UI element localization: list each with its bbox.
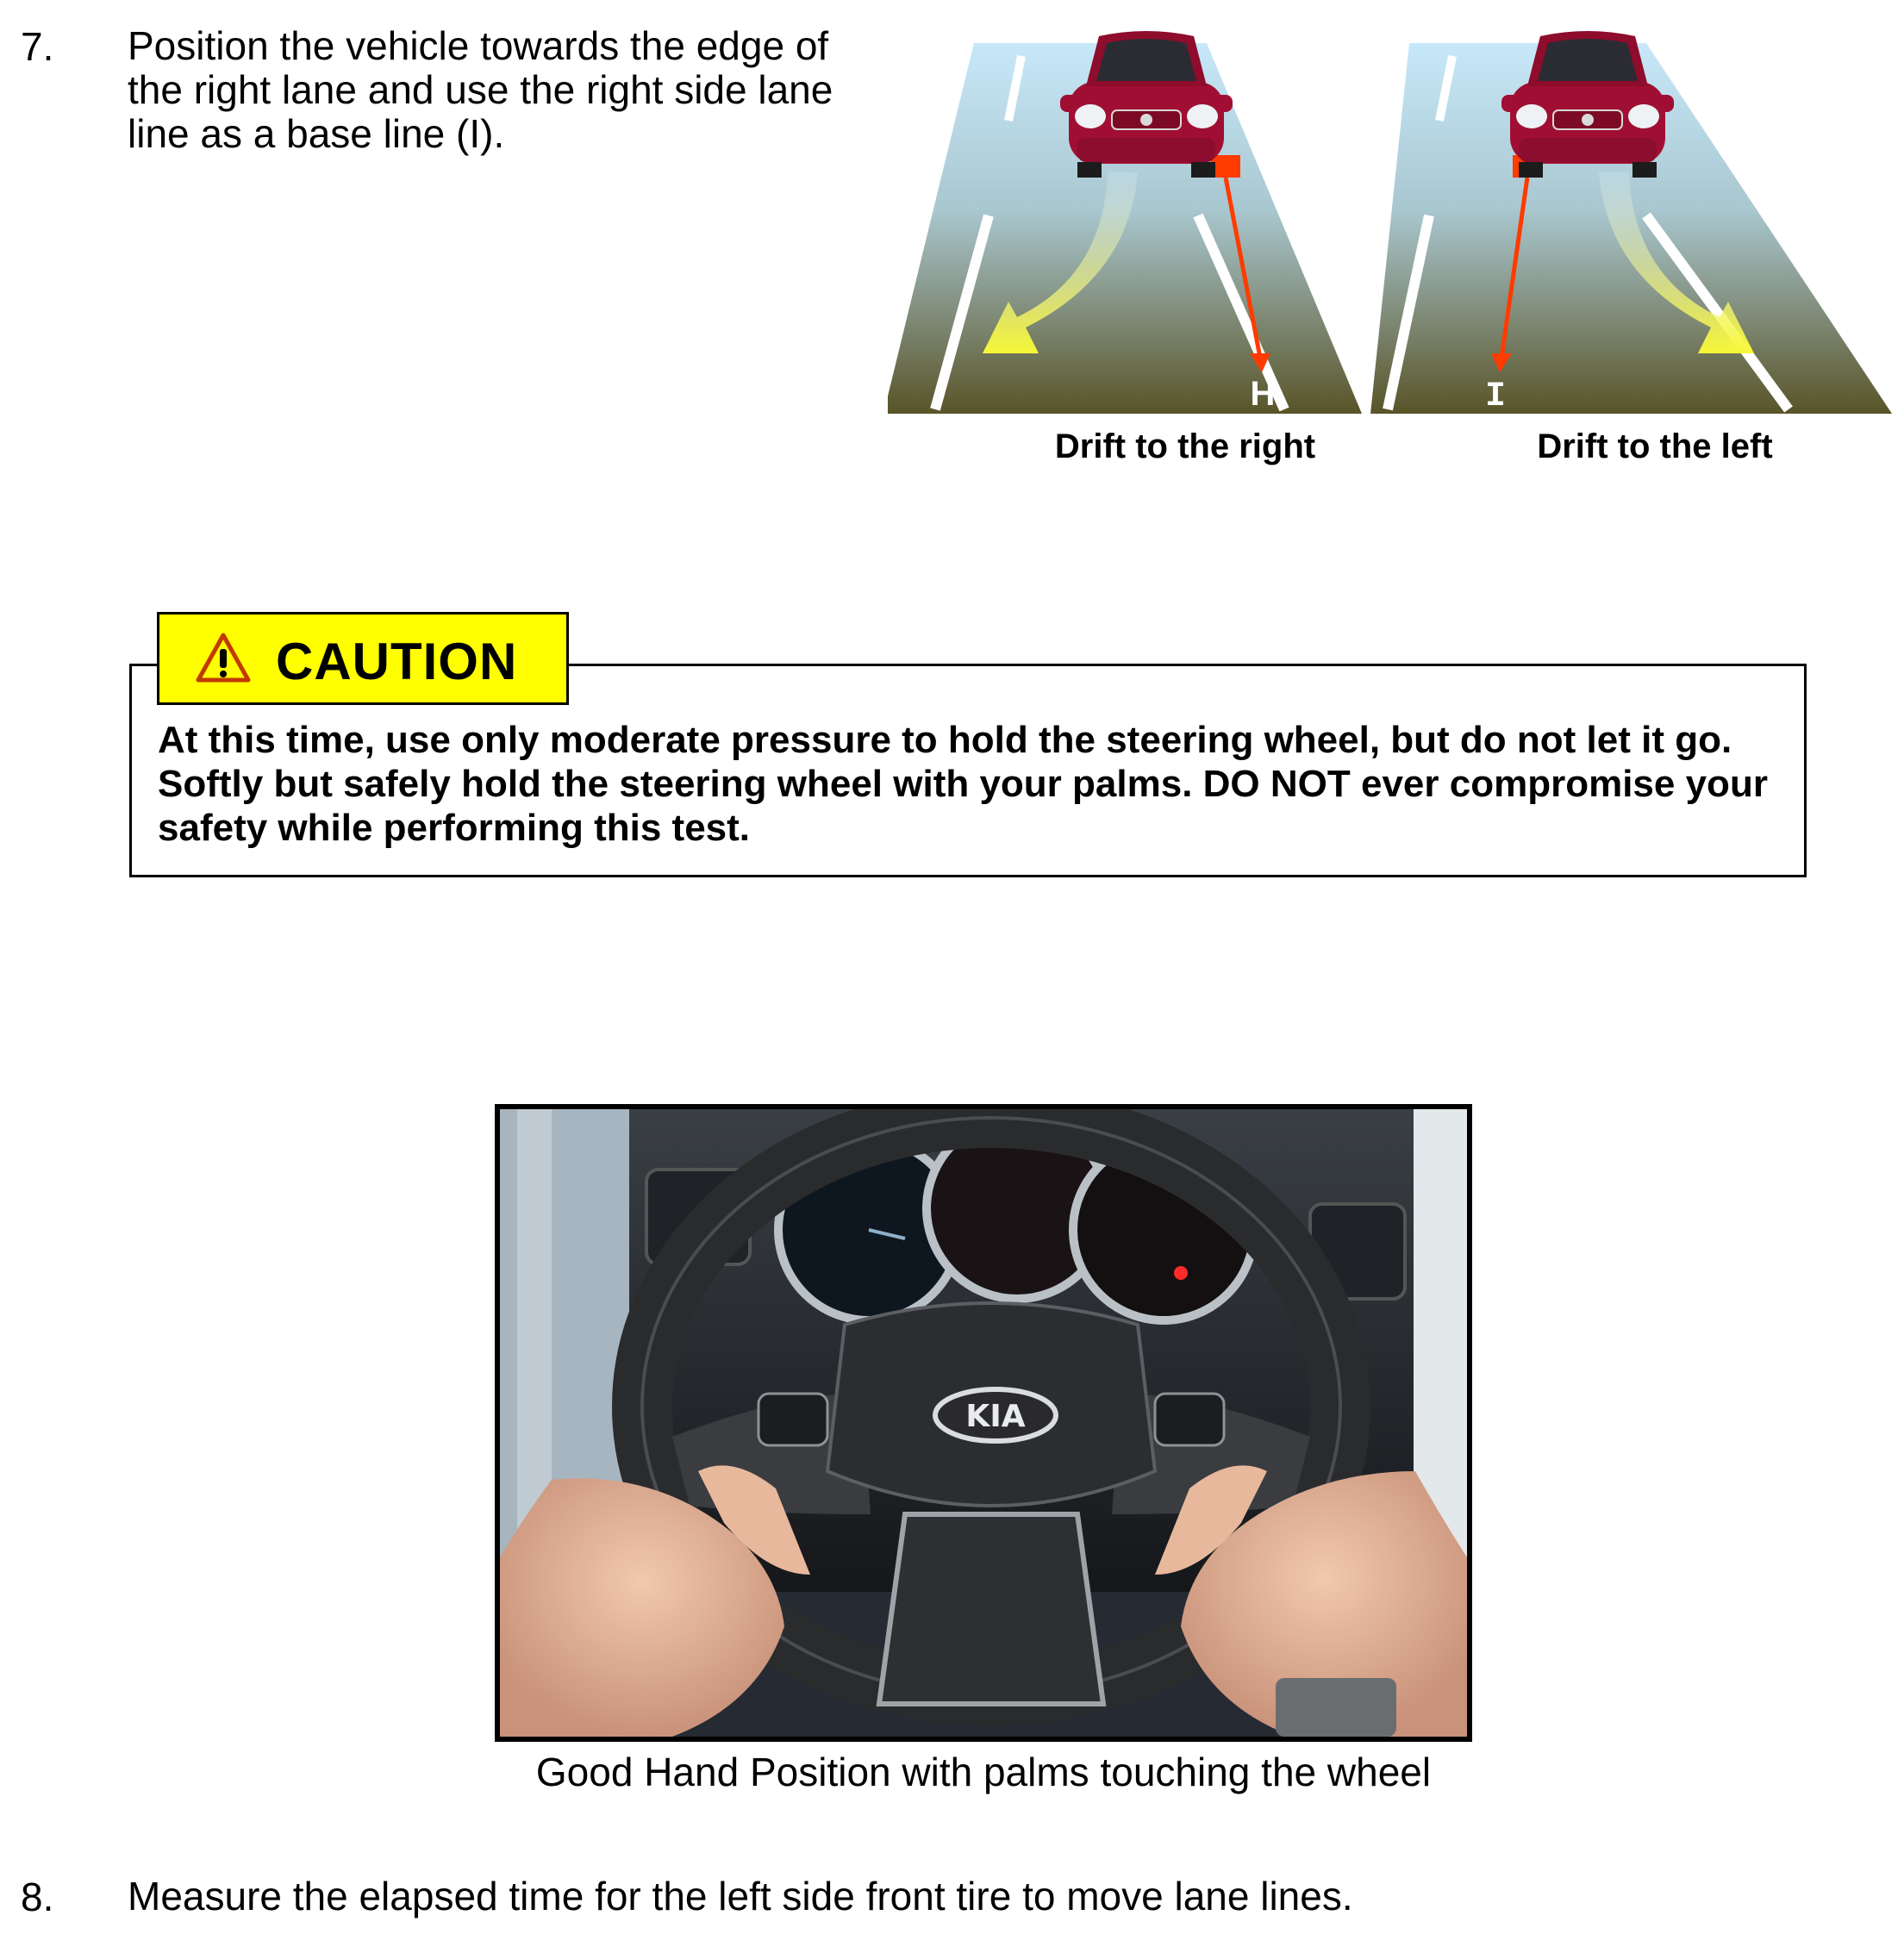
- lane-drift-illustration: [888, 17, 1896, 431]
- step-7-text: Position the vehicle towards the edge of the right lane and use the right side lane line as a base line (I).: [128, 23, 833, 156]
- lane-drift-figure: [888, 17, 1896, 483]
- caption-drift-right: Drift to the right: [1054, 427, 1316, 465]
- caption-drift-left: Drift to the left: [1537, 427, 1773, 465]
- step-7-number: 7.: [21, 24, 54, 69]
- caution-label: CAUTION: [276, 633, 518, 690]
- step-8-number: 8.: [21, 1875, 54, 1919]
- steering-wheel-illustration: [500, 1109, 1467, 1737]
- steering-wheel-photo: [495, 1104, 1472, 1742]
- caution-text: At this time, use only moderate pressure to hold the steering wheel, but do not let it go. Softly but safely hold the steering wheel with your palms. DO NOT ever compromise your safety while performing this test.: [158, 719, 1768, 849]
- warning-icon: [196, 632, 251, 683]
- caution-header: [157, 612, 569, 705]
- marker-h: H: [1250, 375, 1276, 413]
- marker-i: I: [1484, 377, 1507, 416]
- kia-badge-text: KIA: [965, 1399, 1026, 1434]
- photo-caption: Good Hand Position with palms touching the wheel: [535, 1750, 1432, 1794]
- step-8-text: Measure the elapsed time for the left side front tire to move lane lines.: [128, 1874, 1353, 1918]
